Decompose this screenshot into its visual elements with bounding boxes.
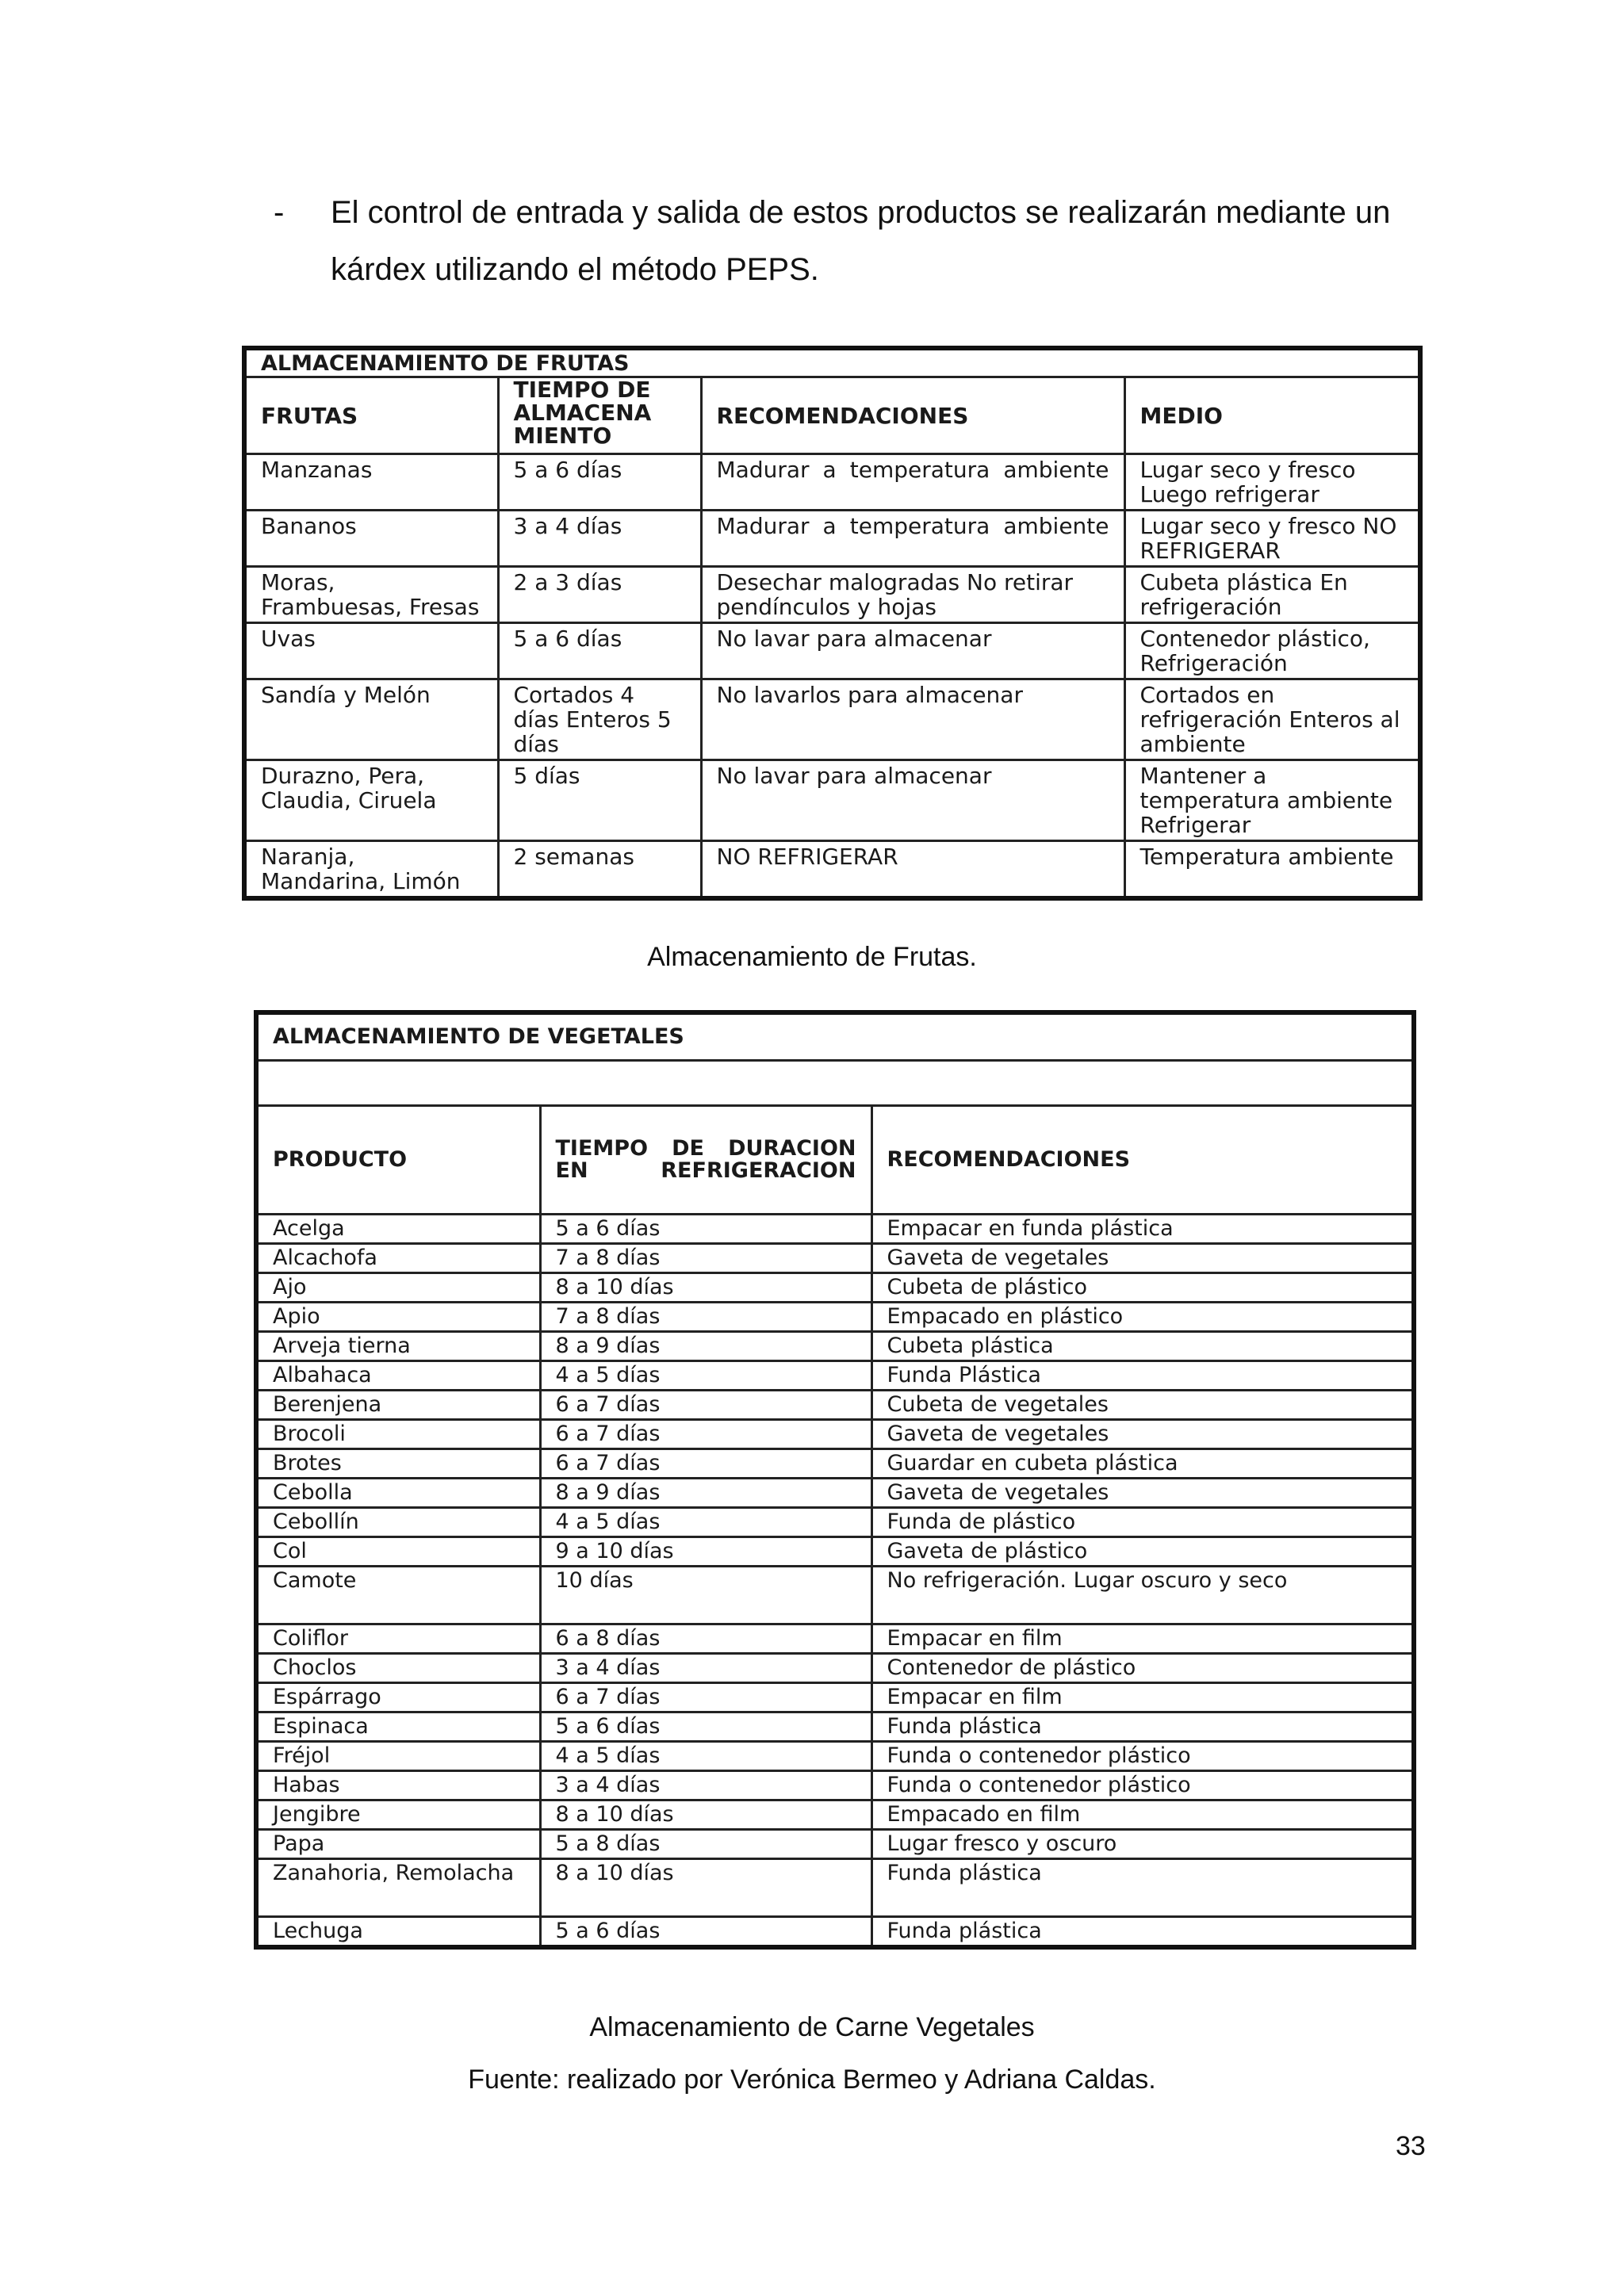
cell-rec: Lugar fresco y oscuro xyxy=(871,1830,1414,1859)
table-row xyxy=(256,1771,1414,1800)
cell-product: Brocoli xyxy=(256,1420,540,1449)
cell-fruit: Naranja, Mandarina, Limón xyxy=(244,841,498,899)
cell-medio: Contenedor plástico, Refrigeración xyxy=(1124,623,1420,679)
cell-rec: Cubeta de vegetales xyxy=(871,1391,1414,1420)
cell-time: 4 a 5 días xyxy=(540,1742,871,1771)
cell-product: Habas xyxy=(256,1771,540,1800)
intro-paragraph xyxy=(274,184,1439,298)
table-row xyxy=(256,1624,1414,1654)
cell-rec: Gaveta de vegetales xyxy=(871,1420,1414,1449)
cell-time: 2 a 3 días xyxy=(498,567,701,623)
cell-time: 5 a 6 días xyxy=(540,1712,871,1742)
cell-medio: Temperatura ambiente xyxy=(1124,841,1420,899)
cell-time: 2 semanas xyxy=(498,841,701,899)
cell-time: 8 a 10 días xyxy=(540,1859,871,1917)
cell-product: Zanahoria, Remolacha xyxy=(256,1859,540,1917)
cell-time: 6 a 7 días xyxy=(540,1391,871,1420)
cell-time: 6 a 7 días xyxy=(540,1683,871,1712)
cell-medio: Lugar seco y fresco Luego refrigerar xyxy=(1124,454,1420,511)
table-row xyxy=(256,1508,1414,1537)
cell-rec: Cubeta de plástico xyxy=(871,1273,1414,1303)
cell-rec: Madurar a temperatura ambiente xyxy=(701,454,1124,511)
cell-product: Alcachofa xyxy=(256,1244,540,1273)
table-row xyxy=(256,1917,1414,1948)
cell-product: Lechuga xyxy=(256,1917,540,1948)
vegetables-storage-table xyxy=(254,1010,1416,1950)
table-row xyxy=(256,1303,1414,1332)
table-row xyxy=(256,1479,1414,1508)
cell-time: 5 a 6 días xyxy=(540,1215,871,1244)
table-row xyxy=(256,1800,1414,1830)
cell-time: 3 a 4 días xyxy=(540,1654,871,1683)
cell-time: 5 a 6 días xyxy=(498,623,701,679)
cell-time: 8 a 10 días xyxy=(540,1273,871,1303)
cell-rec: Funda plástica xyxy=(871,1917,1414,1948)
cell-rec: Gaveta de vegetales xyxy=(871,1244,1414,1273)
table-row xyxy=(256,1742,1414,1771)
cell-rec: Gaveta de plástico xyxy=(871,1537,1414,1567)
cell-rec: NO REFRIGERAR xyxy=(701,841,1124,899)
table-row xyxy=(244,567,1420,623)
veg-table-title: ALMACENAMIENTO DE VEGETALES xyxy=(256,1012,1414,1061)
cell-product: Fréjol xyxy=(256,1742,540,1771)
cell-fruit: Uvas xyxy=(244,623,498,679)
cell-product: Jengibre xyxy=(256,1800,540,1830)
cell-rec: Funda plástica xyxy=(871,1859,1414,1917)
cell-product: Cebolla xyxy=(256,1479,540,1508)
cell-time: 6 a 7 días xyxy=(540,1449,871,1479)
cell-time: 5 a 6 días xyxy=(540,1917,871,1948)
cell-product: Papa xyxy=(256,1830,540,1859)
cell-time: 3 a 4 días xyxy=(540,1771,871,1800)
cell-rec: No lavar para almacenar xyxy=(701,760,1124,841)
cell-medio: Cubeta plástica En refrigeración xyxy=(1124,567,1420,623)
cell-rec: Empacado en film xyxy=(871,1800,1414,1830)
bullet-dash: - xyxy=(274,195,285,230)
table-row xyxy=(256,1391,1414,1420)
cell-product: Albahaca xyxy=(256,1361,540,1391)
table-row xyxy=(256,1273,1414,1303)
cell-product: Espárrago xyxy=(256,1683,540,1712)
fruits-caption: Almacenamiento de Frutas. xyxy=(647,942,977,972)
header-medio: MEDIO xyxy=(1124,377,1420,454)
cell-rec: Funda de plástico xyxy=(871,1508,1414,1537)
cell-rec: Empacar en funda plástica xyxy=(871,1215,1414,1244)
cell-fruit: Bananos xyxy=(244,511,498,567)
cell-product: Col xyxy=(256,1537,540,1567)
table-row xyxy=(256,1654,1414,1683)
cell-rec: Empacar en film xyxy=(871,1683,1414,1712)
header-recomendaciones: RECOMENDACIONES xyxy=(701,377,1124,454)
table-row xyxy=(244,760,1420,841)
cell-rec: Empacado en plástico xyxy=(871,1303,1414,1332)
intro-text: El control de entrada y salida de estos productos se realizarán mediante un kárdex utilizando el método PEPS. xyxy=(331,195,1391,287)
cell-rec: Madurar a temperatura ambiente xyxy=(701,511,1124,567)
table-row xyxy=(244,841,1420,899)
cell-time: 10 días xyxy=(540,1567,871,1624)
cell-medio: Mantener a temperatura ambiente Refrigerar xyxy=(1124,760,1420,841)
cell-rec: Cubeta plástica xyxy=(871,1332,1414,1361)
table-row xyxy=(244,679,1420,760)
cell-fruit: Sandía y Melón xyxy=(244,679,498,760)
header-frutas: FRUTAS xyxy=(244,377,498,454)
cell-product: Choclos xyxy=(256,1654,540,1683)
table-row xyxy=(256,1215,1414,1244)
cell-rec: No lavar para almacenar xyxy=(701,623,1124,679)
cell-time: 3 a 4 días xyxy=(498,511,701,567)
fruits-table-title: ALMACENAMIENTO DE FRUTAS xyxy=(244,348,1420,377)
cell-time: 6 a 7 días xyxy=(540,1420,871,1449)
fruits-storage-table xyxy=(242,346,1423,901)
cell-product: Espinaca xyxy=(256,1712,540,1742)
table-row xyxy=(256,1567,1414,1624)
cell-rec: No refrigeración. Lugar oscuro y seco xyxy=(871,1567,1414,1624)
veg-table-blank-row xyxy=(256,1061,1414,1106)
cell-product: Arveja tierna xyxy=(256,1332,540,1361)
header-tiempo-duracion: TIEMPO DE DURACION EN REFRIGERACION xyxy=(540,1106,871,1215)
cell-time: Cortados 4 días Enteros 5 días xyxy=(498,679,701,760)
cell-rec: No lavarlos para almacenar xyxy=(701,679,1124,760)
cell-product: Acelga xyxy=(256,1215,540,1244)
cell-product: Ajo xyxy=(256,1273,540,1303)
table-row xyxy=(256,1332,1414,1361)
table-row xyxy=(256,1712,1414,1742)
source-note: Fuente: realizado por Verónica Bermeo y Adriana Caldas. xyxy=(468,2064,1156,2095)
cell-rec: Funda o contenedor plástico xyxy=(871,1771,1414,1800)
cell-product: Apio xyxy=(256,1303,540,1332)
header-tiempo: TIEMPO DE ALMACENA MIENTO xyxy=(498,377,701,454)
cell-time: 7 a 8 días xyxy=(540,1303,871,1332)
table-row xyxy=(244,454,1420,511)
cell-product: Camote xyxy=(256,1567,540,1624)
cell-fruit: Manzanas xyxy=(244,454,498,511)
cell-time: 8 a 9 días xyxy=(540,1332,871,1361)
cell-time: 8 a 10 días xyxy=(540,1800,871,1830)
table-row xyxy=(244,511,1420,567)
cell-time: 9 a 10 días xyxy=(540,1537,871,1567)
cell-rec: Funda o contenedor plástico xyxy=(871,1742,1414,1771)
header-recomendaciones: RECOMENDACIONES xyxy=(871,1106,1414,1215)
cell-fruit: Moras, Frambuesas, Fresas xyxy=(244,567,498,623)
table-row xyxy=(244,623,1420,679)
cell-rec: Contenedor de plástico xyxy=(871,1654,1414,1683)
cell-medio: Cortados en refrigeración Enteros al ambiente xyxy=(1124,679,1420,760)
table-row xyxy=(256,1449,1414,1479)
cell-rec: Empacar en film xyxy=(871,1624,1414,1654)
cell-product: Berenjena xyxy=(256,1391,540,1420)
cell-rec: Gaveta de vegetales xyxy=(871,1479,1414,1508)
table-row xyxy=(256,1537,1414,1567)
table-row xyxy=(256,1859,1414,1917)
cell-rec: Funda plástica xyxy=(871,1712,1414,1742)
cell-time: 5 a 6 días xyxy=(498,454,701,511)
cell-rec: Funda Plástica xyxy=(871,1361,1414,1391)
cell-time: 5 días xyxy=(498,760,701,841)
cell-time: 6 a 8 días xyxy=(540,1624,871,1654)
header-producto: PRODUCTO xyxy=(256,1106,540,1215)
page-number: 33 xyxy=(1396,2131,1426,2161)
cell-time: 4 a 5 días xyxy=(540,1361,871,1391)
table-row xyxy=(256,1683,1414,1712)
cell-time: 8 a 9 días xyxy=(540,1479,871,1508)
cell-rec: Guardar en cubeta plástica xyxy=(871,1449,1414,1479)
cell-time: 4 a 5 días xyxy=(540,1508,871,1537)
table-row xyxy=(256,1420,1414,1449)
cell-rec: Desechar malogradas No retirar pendínculos y hojas xyxy=(701,567,1124,623)
cell-time: 7 a 8 días xyxy=(540,1244,871,1273)
cell-product: Cebollín xyxy=(256,1508,540,1537)
vegetables-caption: Almacenamiento de Carne Vegetales xyxy=(589,2012,1035,2042)
cell-medio: Lugar seco y fresco NO REFRIGERAR xyxy=(1124,511,1420,567)
cell-product: Brotes xyxy=(256,1449,540,1479)
table-row xyxy=(256,1244,1414,1273)
table-row xyxy=(256,1361,1414,1391)
table-row xyxy=(256,1830,1414,1859)
cell-product: Coliflor xyxy=(256,1624,540,1654)
cell-fruit: Durazno, Pera, Claudia, Ciruela xyxy=(244,760,498,841)
cell-time: 5 a 8 días xyxy=(540,1830,871,1859)
